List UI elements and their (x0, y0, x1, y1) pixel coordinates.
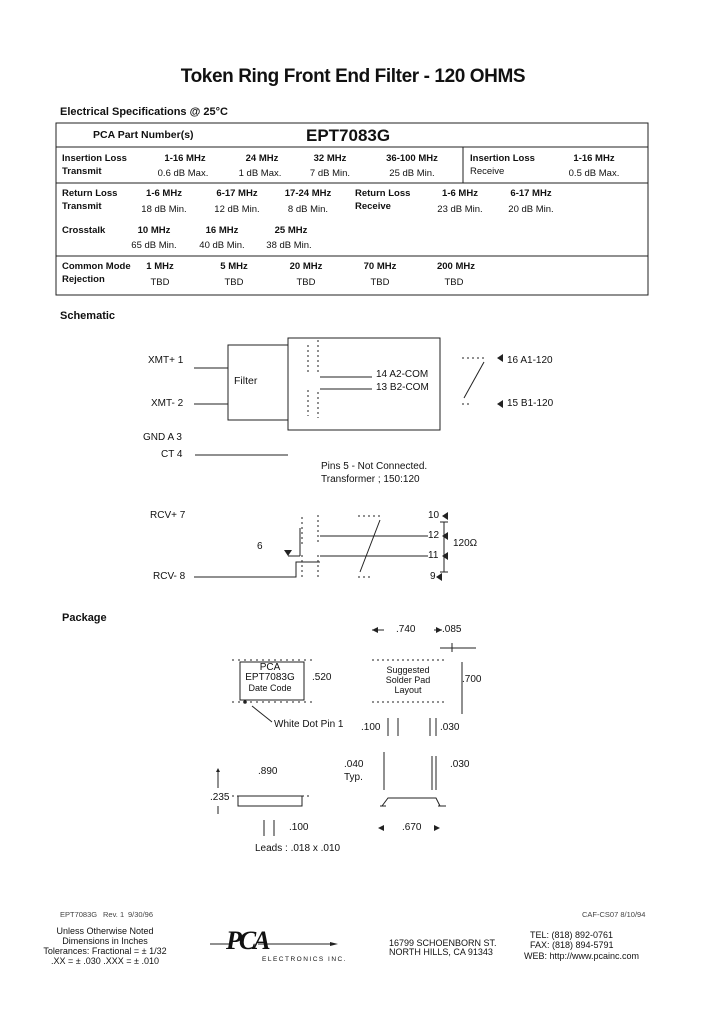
dim-520: .520 (312, 672, 332, 683)
pca-part-label: PCA Part Number(s) (93, 129, 194, 141)
pin-rcv-minus: RCV- 8 (153, 571, 186, 582)
row1-label: Insertion Loss (62, 153, 127, 164)
form-code: CAF-CS07 8/10/94 (582, 910, 646, 919)
pin-12: 12 (428, 530, 440, 541)
row1-value: 0.6 dB Max. (157, 168, 209, 179)
row1-right-freq: 1-16 MHz (573, 153, 615, 164)
address-line: NORTH HILLS, CA 91343 (389, 947, 493, 957)
company-logo: PCA (226, 926, 268, 955)
row2-right-freq: 6-17 MHz (510, 188, 552, 199)
pin-ct: CT 4 (161, 449, 183, 460)
dim-235: .235 (210, 792, 230, 803)
pin-xmt-minus: XMT- 2 (151, 398, 184, 409)
tolerance-note: Tolerances: Fractional = ± 1/32 (43, 946, 167, 956)
row1-freq: 24 MHz (245, 153, 279, 164)
resistor-value: 120Ω (453, 538, 478, 549)
row2-right-sublabel: Receive (355, 201, 391, 212)
row1-sublabel: Transmit (62, 166, 102, 177)
row1-value: 25 dB Min. (389, 168, 435, 179)
contact-web[interactable]: WEB: http://www.pcainc.com (524, 951, 640, 961)
row2-sublabel: Transmit (62, 201, 102, 212)
pin-6: 6 (257, 541, 263, 552)
contact-tel: TEL: (818) 892-0761 (530, 930, 614, 940)
row3-value: 40 dB Min. (199, 240, 245, 251)
row4-label: Common Mode (62, 261, 131, 272)
pin-9: 9 (430, 571, 436, 582)
marking-part: EPT7083G (245, 672, 295, 683)
pin-16: 16 A1-120 (507, 355, 553, 366)
tolerance-note: .XX = ± .030 .XXX = ± .010 (51, 956, 159, 966)
company-logo-sub: ELECTRONICS INC. (262, 956, 348, 963)
pin-13: 13 B2-COM (376, 382, 429, 393)
dim-100-pad: .100 (361, 722, 381, 733)
solder-pad-note: Layout (394, 685, 422, 695)
pin-11: 11 (428, 550, 439, 561)
address-line: 16799 SCHOENBORN ST. (389, 938, 497, 948)
pin-gnd-a: GND A 3 (143, 432, 182, 443)
row1-right-label: Insertion Loss (470, 153, 535, 164)
doc-code: EPT7083G (60, 910, 98, 919)
solder-pad-note: Solder Pad (385, 675, 431, 685)
row3-freq: 25 MHz (274, 225, 308, 236)
row2-value: 18 dB Min. (141, 204, 187, 215)
row2-label: Return Loss (62, 188, 118, 199)
row2-right-label: Return Loss (355, 188, 411, 199)
pin-10: 10 (428, 510, 440, 521)
row3-value: 38 dB Min. (266, 240, 312, 251)
row1-value: 7 dB Min. (309, 168, 351, 179)
tolerance-note: Dimensions in Inches (62, 936, 148, 946)
row2-freq: 17-24 MHz (284, 188, 332, 199)
row1-freq: 36-100 MHz (386, 153, 438, 164)
doc-rev: Rev. 1 (103, 910, 125, 919)
row4-value: TBD (444, 277, 464, 288)
row4-value: TBD (370, 277, 390, 288)
row2-value: 8 dB Min. (287, 204, 329, 215)
solder-pad-note: Suggested (386, 665, 430, 675)
dim-100-pitch: .100 (289, 822, 309, 833)
dim-890: .890 (258, 766, 278, 777)
row1-freq: 32 MHz (313, 153, 347, 164)
pin-rcv-plus: RCV+ 7 (150, 510, 186, 521)
spec-heading: Electrical Specifications @ 25°C (60, 106, 228, 118)
doc-date: 9/30/96 (128, 910, 154, 919)
row4-freq: 200 MHz (436, 261, 476, 272)
dim-typ: Typ. (344, 772, 363, 783)
schematic-heading: Schematic (60, 310, 116, 322)
row3-label: Crosstalk (62, 225, 106, 236)
row4-freq: 5 MHz (220, 261, 248, 272)
marking-pca: PCA (259, 662, 281, 673)
row2-right-value: 23 dB Min. (437, 204, 483, 215)
leads-note: Leads : .018 x .010 (255, 843, 341, 854)
row2-value: 12 dB Min. (214, 204, 260, 215)
row1-right-value: 0.5 dB Max. (568, 168, 620, 179)
note-transformer: Transformer ; 150:120 (321, 474, 420, 485)
row4-freq: 20 MHz (289, 261, 323, 272)
row1-freq: 1-16 MHz (164, 153, 206, 164)
white-dot-note: White Dot Pin 1 (274, 719, 344, 730)
row4-value: TBD (224, 277, 244, 288)
row2-right-value: 20 dB Min. (508, 204, 554, 215)
dim-040: .040 (344, 759, 364, 770)
row3-freq: 10 MHz (137, 225, 171, 236)
row2-freq: 6-17 MHz (216, 188, 258, 199)
note-pins: Pins 5 - Not Connected. (321, 461, 428, 472)
page-title: Token Ring Front End Filter - 120 OHMS (180, 66, 526, 87)
package-heading: Package (62, 612, 107, 624)
row4-value: TBD (296, 277, 316, 288)
row4-freq: 70 MHz (363, 261, 397, 272)
row1-value: 1 dB Max. (238, 168, 282, 179)
filter-label: Filter (234, 375, 258, 387)
row4-value: TBD (150, 277, 170, 288)
dim-030-lead: .030 (450, 759, 470, 770)
contact-fax: FAX: (818) 894-5791 (530, 940, 614, 950)
row2-right-freq: 1-6 MHz (442, 188, 478, 199)
dim-700: .700 (462, 674, 482, 685)
row4-sublabel: Rejection (62, 274, 105, 285)
part-number: EPT7083G (306, 126, 391, 145)
pin-xmt-plus: XMT+ 1 (148, 355, 184, 366)
row1-right-sublabel: Receive (470, 166, 505, 177)
row3-value: 65 dB Min. (131, 240, 177, 251)
pin-14: 14 A2-COM (376, 369, 429, 380)
dim-670: .670 (402, 822, 422, 833)
package-body-side (238, 796, 302, 806)
row4-freq: 1 MHz (146, 261, 174, 272)
dim-740: .740 (396, 624, 416, 635)
row3-freq: 16 MHz (205, 225, 239, 236)
dim-030-pad: .030 (440, 722, 460, 733)
pin-15: 15 B1-120 (507, 398, 554, 409)
tolerance-note: Unless Otherwise Noted (56, 926, 154, 936)
marking-date-code: Date Code (248, 683, 292, 693)
row2-freq: 1-6 MHz (146, 188, 182, 199)
dim-085: .085 (442, 624, 462, 635)
